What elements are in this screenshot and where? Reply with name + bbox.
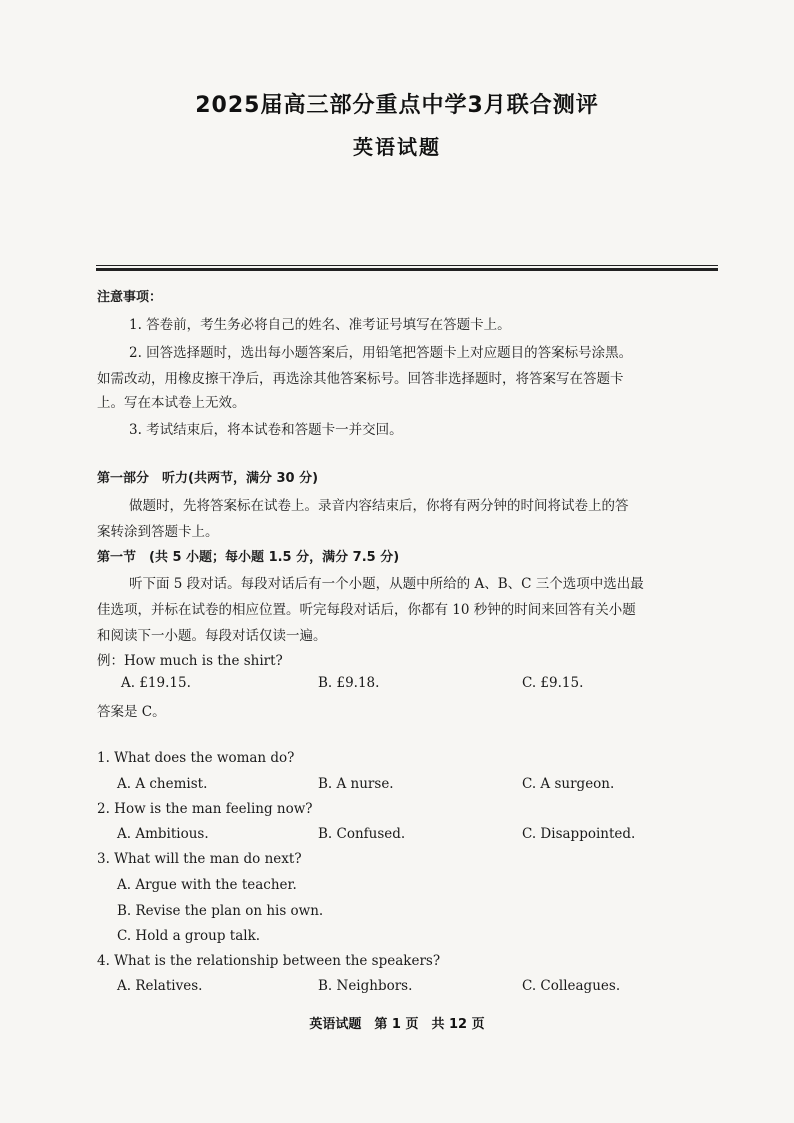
part1-instruction: 案转涂到答题卡上。: [97, 524, 219, 540]
part1-heading: 第一部分 听力(共两节，满分 30 分): [97, 471, 319, 486]
question-2: 2. How is the man feeling now?: [97, 801, 313, 817]
exam-subtitle: 英语试题: [353, 135, 441, 159]
q2-option-a: A. Ambitious.: [117, 826, 209, 842]
example-option-c: C. £9.15.: [522, 675, 584, 691]
question-1: 1. What does the woman do?: [97, 750, 295, 766]
notice-item: 如需改动，用橡皮擦干净后，再选涂其他答案标号。回答非选择题时，将答案写在答题卡: [97, 371, 624, 387]
section1-instruction: 和阅读下一小题。每段对话仅读一遍。: [97, 628, 327, 644]
q2-option-b: B. Confused.: [318, 826, 406, 842]
notice-item: 上。写在本试卷上无效。: [97, 395, 246, 411]
header-divider-thick: [96, 268, 718, 271]
question-3: 3. What will the man do next?: [97, 851, 302, 867]
example-answer: 答案是 C。: [97, 704, 166, 720]
notice-item: 2. 回答选择题时，选出每小题答案后，用铅笔把答题卡上对应题目的答案标号涂黑。: [129, 345, 633, 361]
q3-option-c: C. Hold a group talk.: [117, 928, 261, 944]
q3-option-b: B. Revise the plan on his own.: [117, 903, 324, 919]
q2-option-c: C. Disappointed.: [522, 826, 636, 842]
q1-option-c: C. A surgeon.: [522, 776, 615, 792]
q1-option-b: B. A nurse.: [318, 776, 394, 792]
section1-heading: 第一节 (共 5 小题；每小题 1.5 分，满分 7.5 分): [97, 550, 400, 565]
q4-option-c: C. Colleagues.: [522, 978, 621, 994]
example-option-a: A. £19.15.: [121, 675, 191, 691]
notice-item: 3. 考试结束后，将本试卷和答题卡一并交回。: [129, 422, 403, 438]
notice-heading: 注意事项：: [97, 290, 163, 305]
notice-item: 1. 答卷前，考生务必将自己的姓名、准考证号填写在答题卡上。: [129, 317, 511, 333]
q4-option-a: A. Relatives.: [117, 978, 203, 994]
q3-option-a: A. Argue with the teacher.: [117, 877, 297, 893]
question-4: 4. What is the relationship between the speakers?: [97, 953, 441, 969]
example-question: 例：How much is the shirt?: [97, 653, 283, 669]
q4-option-b: B. Neighbors.: [318, 978, 413, 994]
q1-option-a: A. A chemist.: [117, 776, 208, 792]
section1-instruction: 听下面 5 段对话。每段对话后有一个小题，从题中所给的 A、B、C 三个选项中选出最: [129, 576, 644, 592]
example-option-b: B. £9.18.: [318, 675, 380, 691]
header-divider-thin: [96, 265, 718, 266]
page-footer: 英语试题 第 1 页 共 12 页: [309, 1017, 485, 1032]
part1-instruction: 做题时，先将答案标在试卷上。录音内容结束后，你将有两分钟的时间将试卷上的答: [129, 498, 629, 514]
exam-title: 2025届高三部分重点中学3月联合测评: [195, 93, 599, 118]
section1-instruction: 佳选项，并标在试卷的相应位置。听完每段对话后，你都有 10 秒钟的时间来回答有关小题: [97, 602, 636, 618]
